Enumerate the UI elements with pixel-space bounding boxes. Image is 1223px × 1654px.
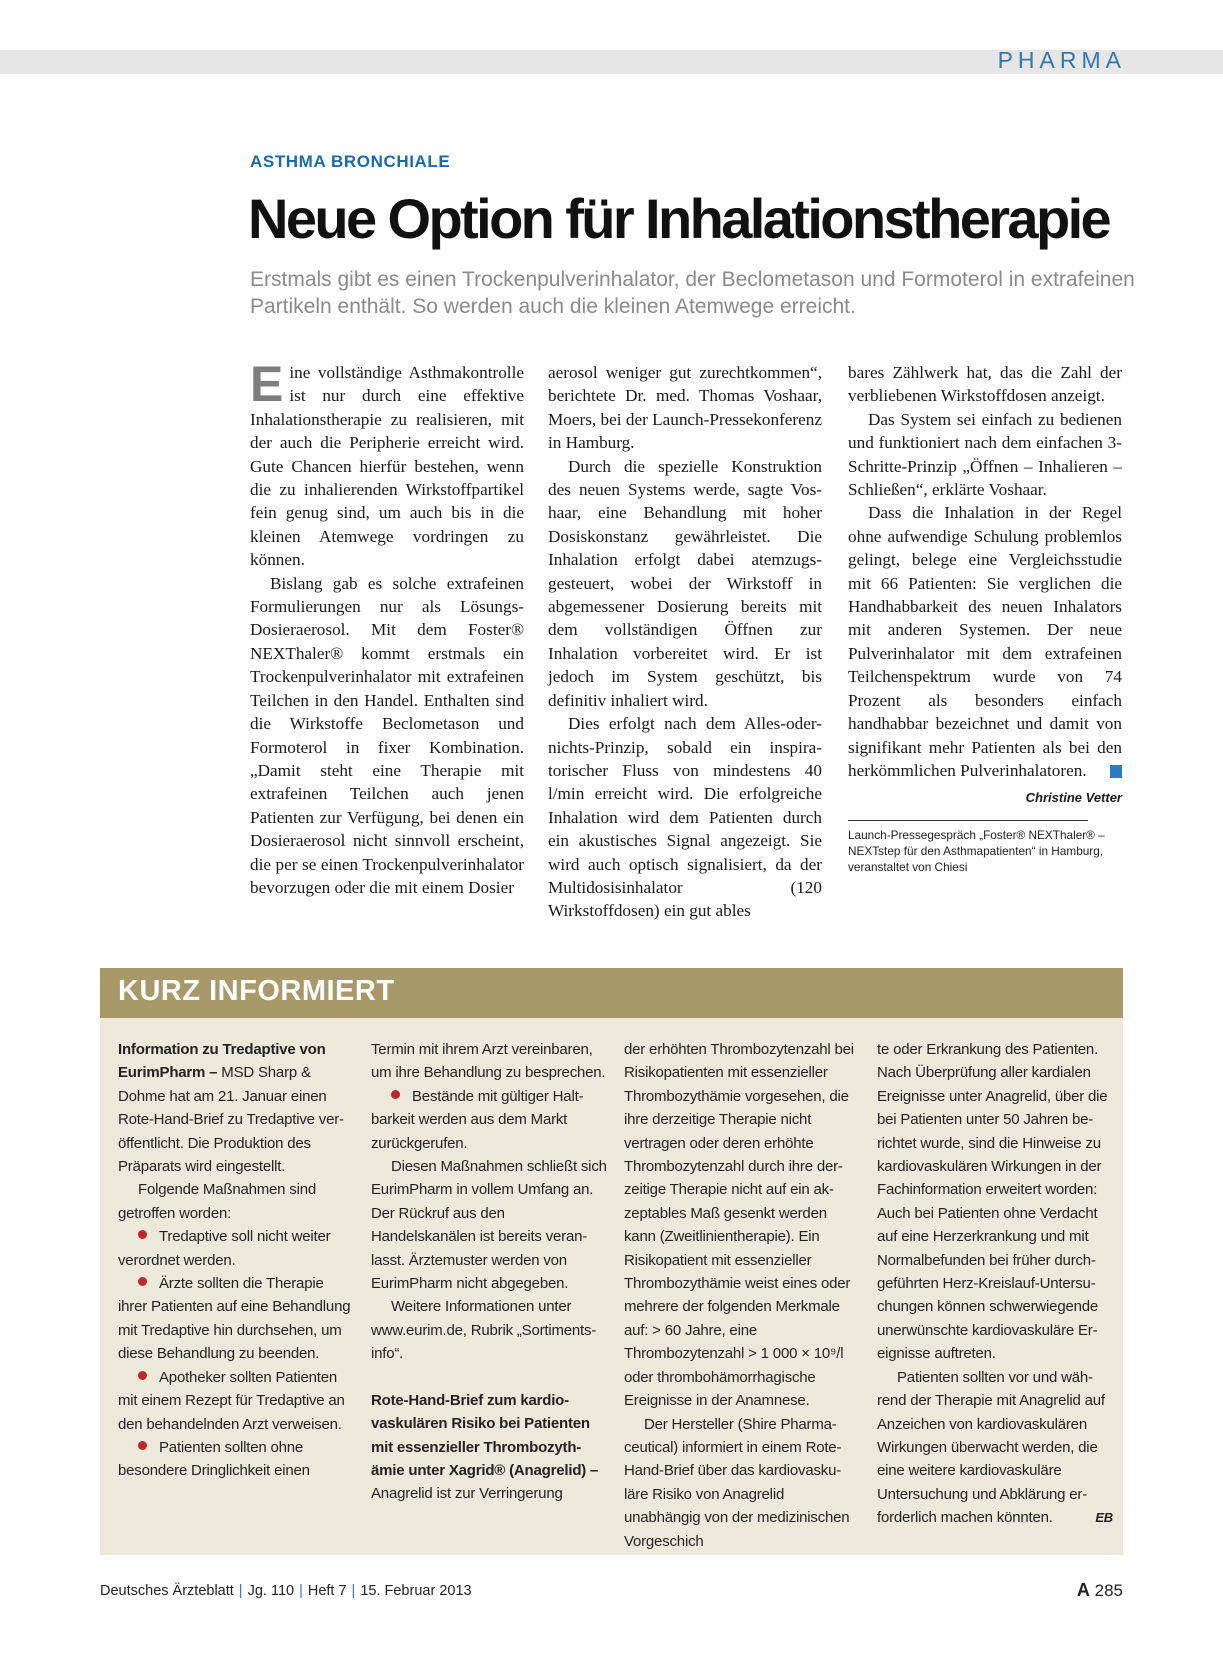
- article-column-1: [250, 356, 524, 899]
- bullet-text: Apotheker sollten Patienten mit einem Rezept für Tredaptive an den behandelnden Arzt verweisen.: [118, 1368, 345, 1433]
- bullet-text: Bestände mit gültiger Haltbarkeit werden aus dem Markt zurückgerufen.: [371, 1087, 584, 1152]
- paragraph: der erhöhten Thrombozytenzahl bei Risikopatienten mit essenzieller Thrombozythämie vorgesehen, die ihre derzeitige Therapie nicht vertragen oder deren erhöhte Thrombozytenzahl durch ihre derzeitige Therapie nicht auf ein akzeptables Maß gesenkt werden kann (Zweitlinientherapie). Ein Risikopatient mit essenzieller Thrombozythämie weist eines oder mehrere der folgenden Merkmale auf: > 60 Jahre, eine Thrombozytenzahl > 1 000 × 10⁹/l oder thrombohämorrhagische Ereignisse in der Anamnese.: [624, 1041, 854, 1410]
- paragraph: Dies erfolgt nach dem Alles-oder-nichts-Prinzip, sobald ein inspiratorischer Fluss von mindestens 40 l/min erreicht wird. Die erfolgreiche Inhalation wird dem Patienten durch ein akustisches Signal angezeigt. Sie wird auch optisch signalisiert, da der Multidosisinhalator (120 Wirkstoffdosen) ein gut ables: [548, 714, 822, 921]
- info-box-column-3: [624, 1038, 860, 1553]
- paragraph: [848, 501, 1122, 782]
- paragraph-text: MSD Sharp & Dohme hat am 21. Januar einen Rote-Hand-Brief zu Tredaptive veröffentlicht. Die Produktion des Präparats wird eingestellt.: [118, 1064, 345, 1176]
- info-box-column-2: [371, 1038, 607, 1506]
- section-label: PHARMA: [997, 47, 1126, 73]
- page-number-value: 285: [1094, 1581, 1123, 1600]
- paragraph-text: Anagrelid ist zur Verringerung: [371, 1485, 563, 1503]
- bullet-dot-icon: [138, 1277, 147, 1286]
- footnote: Launch-Pressegespräch „Foster® NEXThaler® – NEXTstep für den Asthmapatienten“ in Hamburg, veranstaltet von Chiesi: [848, 827, 1105, 874]
- paragraph: [371, 1389, 607, 1506]
- footer-separator: |: [351, 1583, 356, 1599]
- info-box-column-4: [877, 1038, 1113, 1530]
- info-box-header: [100, 968, 1123, 1018]
- drop-cap: E: [250, 356, 284, 412]
- page-prefix: A: [1076, 1580, 1090, 1600]
- footer-separator: |: [299, 1583, 303, 1599]
- bullet-item: [118, 1436, 354, 1483]
- paragraph: Bislang gab es solche extrafeinen Formulierungen nur als Lösungs-Dosieraerosol. Mit dem Foster® NEXThaler® kommt erstmals ein Trockenpulverinhalator mit extrafeinen Teilchen in den Handel. Enthalten sind die Wirkstoffe Beclometason und Formoterol in fixer Kombination. „Damit steht eine Therapie mit extrafeinen Teilchen auch jenen Patienten zur Verfügung, bei denen ein Dosieraerosol nicht sinnvoll erscheint, die per se einen Trockenpulverinhalator bevorzugen oder die mit einem Dosier: [250, 573, 524, 897]
- paragraph: te oder Erkrankung des Patienten. Nach Überprüfung aller kardialen Ereignisse unter Anagrelid, über die bei Patienten unter 50 Jahren berichtet wurde, sind die Hinweise zu kardiovaskulären Wirkungen in der Fachinformation erweitert worden: Auch bei Patienten ohne Verdacht auf eine Herzerkrankung und mit Normalbefunden bei früher durchgeführten Herz-Kreislauf-Untersuchungen können schwerwiegende unerwünschte kardiovaskuläre Ereignisse auftreten.: [877, 1041, 1108, 1363]
- article-column-2: [548, 361, 822, 923]
- paragraph: aerosol weniger gut zurechtkommen“, berichtete Dr. med. Thomas Voshaar, Moers, bei der Launch-Pressekonferenz in Hamburg.: [548, 363, 822, 453]
- article-column-3: [848, 361, 1122, 875]
- issue-date: 15. Februar 2013: [360, 1583, 472, 1599]
- paragraph: Durch die spezielle Konstruktion des neuen Systems werde, sagte Voshaar, eine Behandlung mit hoher Dosiskonstanz gewährleistet. Die Inhalation erfolgt dabei atemzugsgesteuert, wobei der Wirkstoff in abgemessener Dosierung bereits mit dem vollständigen Öffnen zur Inhalation vorbereitet wird. Er ist jedoch im System geschützt, bis definitiv inhaliert wird.: [548, 456, 822, 710]
- bullet-item: [118, 1272, 354, 1366]
- paragraph: Der Hersteller (Shire Pharmaceutical) informiert in einem Rote-Hand-Brief über das kardiovaskuläre Risiko von Anagrelid unabhängig von der medizinischen Vorgeschich: [624, 1415, 850, 1550]
- paragraph-text: ine vollständige Asthmakontrolle ist nur durch eine effektive Inhalationstherapie zu realisieren, mit der auch die Peripherie erreicht wird. Gute Chancen hierfür bestehen, wenn die zu inhalierenden Wirkstoffpartikel fein genug sind, um auch bis in die kleinen Atemwege vordringen zu können.: [250, 363, 524, 570]
- paragraph-text: Dass die Inhalation in der Regel ohne aufwendige Schulung problemlos gelingt, belege eine Vergleichsstudie mit 66 Patienten: Sie verglichen die Handhabbarkeit des neuen Inhalators mit anderen Systemen. Der neue Pulverinhalator mit dem extrafeinen Teilchenspektrum wurde von 74 Prozent als besonders einfach handhabbar bezeichnet und damit von signifikant mehr Patienten als bei den herkömmlichen Pulverinhalatoren.: [848, 503, 1122, 780]
- paragraph: [118, 1038, 354, 1178]
- journal-name: Deutsches Ärzteblatt: [100, 1583, 234, 1599]
- bullet-text: Ärzte sollten die Therapie ihrer Patienten auf eine Behandlung mit Tredaptive hin durchsehen, um diese Behandlung zu beenden.: [118, 1275, 351, 1363]
- page-footer: [100, 1583, 472, 1599]
- bullet-text: Patienten sollten ohne besondere Dringlichkeit einen: [118, 1438, 310, 1480]
- author-name: Christine Vetter: [1025, 790, 1122, 806]
- page-number: [1077, 1580, 1123, 1601]
- bullet-text: Tredaptive soll nicht weiter verordnet werden.: [118, 1228, 331, 1269]
- info-box: [100, 968, 1123, 1555]
- bullet-dot-icon: [138, 1371, 147, 1380]
- bullet-item: [118, 1366, 354, 1436]
- paragraph: Diesen Maßnahmen schließt sich EurimPharm in vollem Umfang an. Der Rückruf aus den Handelskanälen ist bereits veranlasst. Ärztemuster werden von EurimPharm nicht abgegeben.: [371, 1158, 607, 1293]
- article-title: Neue Option für Inhalationstherapie: [248, 187, 1110, 250]
- bullet-item: [371, 1085, 607, 1155]
- footnote-divider: [848, 820, 1088, 821]
- bullet-dot-icon: [138, 1441, 147, 1450]
- item-heading: Information zu Tredaptive von EurimPharm –: [118, 1041, 326, 1082]
- end-mark-square-icon: [1110, 765, 1122, 778]
- bullet-item: [118, 1225, 354, 1272]
- paragraph: bares Zählwerk hat, das die Zahl der verbliebenen Wirkstoffdosen anzeigt.: [848, 363, 1122, 406]
- info-box-title: KURZ INFORMIERT: [118, 975, 395, 1007]
- journal-volume: Jg. 110: [247, 1583, 295, 1599]
- editor-signature: EB: [1095, 1510, 1113, 1526]
- bullet-dot-icon: [138, 1230, 147, 1239]
- paragraph: [250, 356, 524, 572]
- article-kicker: ASTHMA BRONCHIALE: [250, 152, 451, 171]
- paragraph: Weitere Informationen unter www.eurim.de, Rubrik „Sortimentsinfo“.: [371, 1298, 597, 1363]
- paragraph: Termin mit ihrem Arzt vereinbaren, um ihre Behandlung zu besprechen.: [371, 1041, 606, 1082]
- paragraph-text: Patienten sollten vor und während der Therapie mit Anagrelid auf Anzeichen von kardiovaskulären Wirkungen überwacht werden, die eine weitere kardiovaskuläre Untersuchung und Abklärung erforderlich machen könnten.: [877, 1368, 1105, 1527]
- article-lead: Erstmals gibt es einen Trockenpulverinhalator, der Beclometason und Formoterol in extrafeinen Partikeln enthält. So werden auch die kleinen Atemwege erreicht.: [250, 268, 1135, 318]
- bullet-dot-icon: [391, 1090, 400, 1099]
- journal-issue: Heft 7: [307, 1583, 347, 1599]
- footer-separator: |: [238, 1583, 243, 1599]
- paragraph: Das System sei einfach zu bedienen und funktioniert nach dem einfachen 3-Schritte-Prinzip „Öffnen – Inhalieren – Schließen“, erklärte Voshaar.: [848, 409, 1122, 500]
- info-box-column-1: [118, 1038, 354, 1483]
- item-heading: Rote-Hand-Brief zum kardiovaskulären Risiko bei Patienten mit essenzieller Thrombozythämie unter Xagrid® (Anagrelid) –: [371, 1391, 599, 1479]
- paragraph: Folgende Maßnahmen sind getroffen worden:: [118, 1181, 317, 1222]
- paragraph: [877, 1366, 1113, 1530]
